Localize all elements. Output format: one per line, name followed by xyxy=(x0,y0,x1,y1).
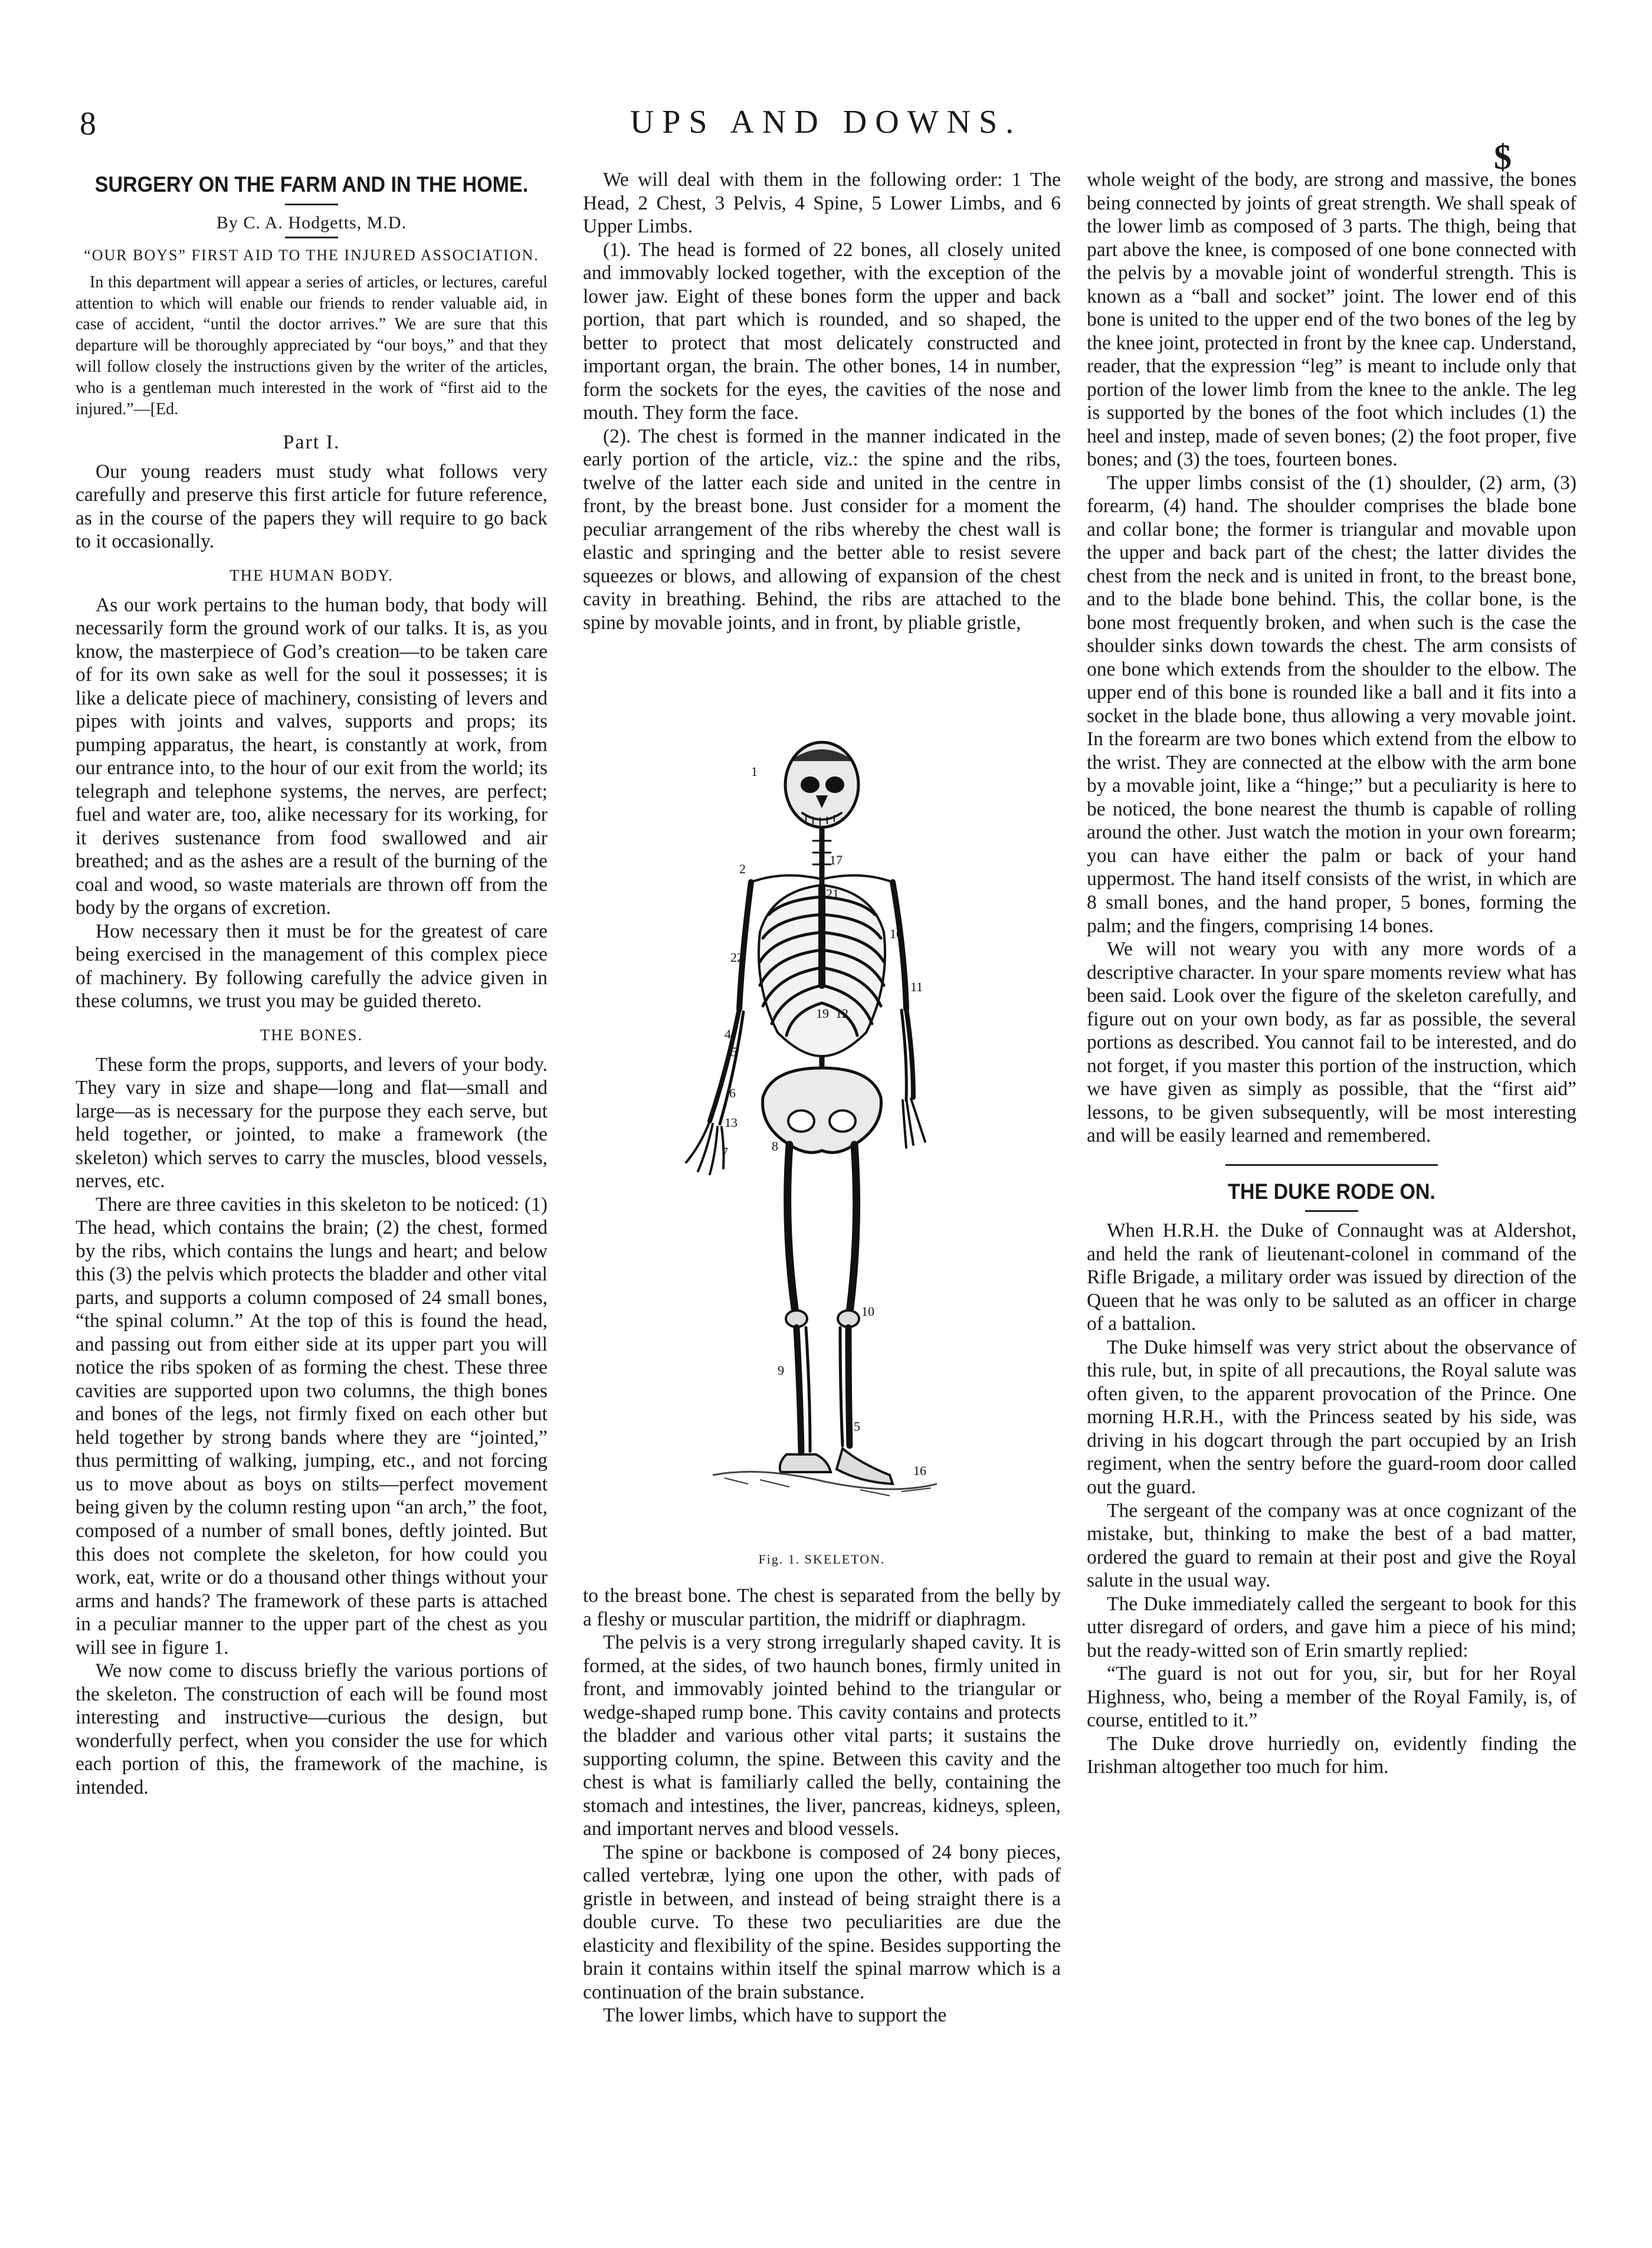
paragraph: These form the props, supports, and levers of your body. They vary in size and shape—long and flat—small and large—as is necessary for the purpose they each serve, but held together, or jointed, to make a framework (the skeleton) which serves to carry the muscles, blood vessels, nerves, etc. xyxy=(76,1053,548,1192)
paragraph: The lower limbs, which have to support the xyxy=(603,2004,947,2027)
figure-label: 15 xyxy=(847,1419,860,1434)
paragraph: Our young readers must study what follows very carefully and preserve this first article for future reference, as in the course of the papers they will require to go back to it occasionally. xyxy=(76,460,548,553)
paragraph: The pelvis is a very strong irregularly shaped cavity. It is formed, at the sides, of two haunch bones, firmly united in front, and immovably jointed behind to the triangular or wedge-shaped rump bone. This cavity contains and protects the bladder and various other vital parts; it sustains the supporting column, the spine. Between this cavity and the chest is what is familiarly called the belly, containing the stomach and intestines, the liver, pancreas, kidneys, spleen, and important nerves and blood vessels. xyxy=(583,1631,1061,1840)
paragraph: to the breast bone. The chest is separated from the belly by a fleshy or muscular partition, the midriff or diaphragm. xyxy=(583,1585,1061,1630)
figure-label: 7 xyxy=(722,1145,728,1159)
figure-label: 8 xyxy=(772,1139,778,1154)
paragraph: We will not weary you with any more words of a descriptive character. In your spare moments review what has been said. Look over the figure of the skeleton carefully, and figure out on your own body, as far as possible, the several portions as described. You cannot fail to be interested, and do not forget, if you master this portion of the instruction, which we have given as simply as possible, that the “first aid” lessons, to be given subsequently, will be most interesting and will be easily learned and remembered. xyxy=(1087,938,1576,1147)
article-title-duke: THE DUKE RODE ON. xyxy=(1228,1179,1435,1204)
editor-note xyxy=(76,272,548,420)
figure-label: 22 xyxy=(730,950,743,965)
skeleton-figure xyxy=(583,738,1061,1575)
paragraph: The sergeant of the company was at once cognizant of the mistake, but, thinking to make the best of a bad matter, ordered the guard to remain at their post and give the Royal salute in the usual way. xyxy=(1087,1499,1576,1592)
figure-label: 19 xyxy=(816,1006,829,1021)
paragraph: whole weight of the body, are strong and massive, the bones being connected by joints of great strength. We shall speak of the lower limb as composed of 3 parts. The thigh, being that part above the knee, is composed of one bone connected with the pelvis by a movable joint of wonderful strength. This is known as a “ball and socket” joint. The lower end of this bone is united to the upper end of the two bones of the leg by the knee joint, protected in front by the knee cap. Understand, reader, that the expression “leg” is meant to include only that portion of the lower limb from the knee to the ankle. The leg is supported by the bones of the foot which includes (1) the heel and instep, made of seven bones; (2) the foot proper, five bones; and (3) the toes, fourteen bones. xyxy=(1087,169,1576,471)
paragraph: The upper limbs consist of the (1) shoulder, (2) arm, (3) forearm, (4) hand. The shoulder comprises the blade bone and collar bone; the former is triangular and movable upon the upper and back part of the chest; the latter divides the chest from the neck and is united in front, to the breast bone, and to the blade bone behind. This, the collar bone, is the bone most frequently broken, and when such is the case the shoulder sinks down towards the chest. The arm consists of one bone which extends from the shoulder to the elbow. The upper end of this bone is rounded like a ball and it fits into a socket in the blade bone, thus allowing a very movable joint. In the forearm are two bones which extend from the elbow to the wrist. They are connected at the elbow with the arm bone by a movable joint, like a “hinge;” but a peculiarity is here to be noticed, the bone nearest the thumb is capable of rolling around the other. Just watch the motion in your own forearm; you can have either the palm or back of your hand uppermost. The hand itself consists of the wrist, in which are 8 small bones, and the hand proper, 5 bones, forming the palm; and the fingers, comprising 14 bones. xyxy=(1087,471,1576,937)
section-heading-bones: THE BONES. xyxy=(260,1025,363,1044)
association-heading: “OUR BOYS” FIRST AID TO THE INJURED ASSOCIATION. xyxy=(84,247,539,264)
byline: By C. A. Hodgetts, M.D. xyxy=(216,212,407,232)
editor-note-text: In this department will appear a series of articles, or lectures, careful attention to which will enable our friends to render valuable aid, in case of accident, “until the doctor arrives.” We are sure that this departure will be thoroughly appreciated by “our boys,” and that they will follow closely the instructions given by the writer of the articles, who is a gentleman much interested in the work of “first aid to the injured.”—[Ed. xyxy=(76,273,548,418)
column-2-bottom xyxy=(583,1584,1061,2027)
figure-label: 12 xyxy=(835,1006,848,1021)
figure-label: 2 xyxy=(739,861,746,876)
running-head: UPS AND DOWNS. xyxy=(630,104,1022,140)
figure-label: 10 xyxy=(861,1304,874,1319)
paragraph: “The guard is not out for you, sir, but for her Royal Highness, who, being a member of the Royal Family, is, of course, entitled to it.” xyxy=(1087,1663,1576,1732)
figure-label: 13 xyxy=(725,1115,738,1130)
skeleton-illustration xyxy=(583,738,1061,1546)
figure-label: 5 xyxy=(730,1044,737,1059)
article-title: SURGERY ON THE FARM AND IN THE HOME. xyxy=(94,172,529,196)
paragraph: The Duke immediately called the sergeant to book for this utter disregard of orders, and gave him a piece of his mind; but the ready-witted son of Erin smartly replied: xyxy=(1087,1592,1576,1662)
paragraph: There are three cavities in this skeleton to be noticed: (1) The head, which contains the brain; (2) the chest, formed by the ribs, which contains the lungs and heart; and below this (3) the pelvis which protects the bladder and other vital parts, and supports a column composed of 24 small bones, “the spinal column.” At the top of this is found the head, and passing out from either side at its upper part you will notice the ribs spoken of as forming the chest. These three cavities are supported upon two columns, the thigh bones and bones of the legs, not firmly fixed on each other but held together by strong bands where they are “jointed,” thus permitting of walking, jumping, etc., and not forcing us to move about as boys on stilts—perfect movement being given by the column resting upon “an arch,” the foot, composed of a number of small bones, deftly jointed. But this does not complete the skeleton, for how could you work, eat, write or do a thousand other things without your arms and hands? The framework of these parts is attached in a peculiar manner to the upper part of the chest as you will see in figure 1. xyxy=(76,1193,548,1659)
paragraph: (1). The head is formed of 22 bones, all closely united and immovably locked together, with the exception of the lower jaw. Eight of these bones form the upper and back portion, that part which is rounded, and so shaped, the better to protect that most delicately constructed and important organ, the brain. The other bones, 14 in number, form the sockets for the eyes, the cavities of the nose and mouth. They form the face. xyxy=(583,238,1061,424)
part-heading: Part I. xyxy=(283,431,340,453)
section-divider xyxy=(1087,1164,1576,1166)
figure-label: 6 xyxy=(729,1086,736,1100)
figure-label: 17 xyxy=(830,853,843,867)
figure-label: 9 xyxy=(778,1363,784,1378)
column-2-top xyxy=(583,168,1061,634)
figure-label: 10 xyxy=(890,926,903,941)
byline-rule xyxy=(285,237,338,238)
figure-caption: Fig. 1. SKELETON. xyxy=(758,1552,886,1567)
figure-label: 21 xyxy=(826,886,839,901)
page-number: 8 xyxy=(80,106,96,142)
title-rule xyxy=(1305,1210,1358,1212)
paragraph: We now come to discuss briefly the various portions of the skeleton. The construction of each will be found most interesting and instructive—curious the design, but wonderfully perfect, when you consider the use for which each portion of this, the framework of the machine, is intended. xyxy=(76,1660,548,1798)
figure-label: 16 xyxy=(913,1463,926,1478)
figure-label: 4 xyxy=(725,1027,731,1041)
paragraph: The Duke drove hurriedly on, evidently finding the Irishman altogether too much for him. xyxy=(1087,1732,1576,1778)
paragraph: The Duke himself was very strict about the observance of this rule, but, in spite of all precautions, the Royal salute was often given, to the apparent provocation of the Prince. One morning H.R.H., with the Princess seated by his side, was driving in his dogcart through the part occupied by an Irish regiment, when the sentry before the guard-room door called out the guard. xyxy=(1087,1336,1576,1498)
figure-label: 1 xyxy=(751,764,758,779)
paragraph: As our work pertains to the human body, that body will necessarily form the ground work of our talks. It is, as you know, the masterpiece of God’s creation—to be taken care of for its own sake as well for the soul it possesses; it is like a delicate piece of machinery, consisting of levers and pipes with joints and valves, supports and props; its pumping apparatus, the heart, is constantly at work, from our entrance into, to the hour of our exit from the world; its telegraph and telephone systems, the nerves, are perfect; fuel and water are, too, alike necessary for its working, for it derives sustenance from food swallowed and air breathed; and as the ashes are a result of the burning of the coal and wood, so waste materials are thrown off from the body by the organs of excretion. xyxy=(76,594,548,919)
paragraph: The spine or backbone is composed of 24 bony pieces, called vertebræ, lying one upon the other, with pads of gristle in between, and instead of being straight there is a double curve. To these two peculiarities are due the elasticity and flexibility of the spine. Besides supporting the brain it contains within itself the spinal marrow which is a continuation of the brain substance. xyxy=(583,1841,1061,2003)
figure-label: 11 xyxy=(910,979,923,994)
column-3 xyxy=(1087,168,1576,1779)
corner-mark: $ xyxy=(1494,137,1512,176)
paragraph: How necessary then it must be for the greatest of care being exercised in the management of this complex piece of machinery. By following carefully the advice given in these columns, we trust you may be guided thereto. xyxy=(76,920,548,1012)
column-1 xyxy=(76,168,548,1799)
divider-rule xyxy=(1225,1164,1438,1166)
paragraph: When H.R.H. the Duke of Connaught was at Aldershot, and held the rank of lieutenant-colonel in command of the Rifle Brigade, a military order was issued by direction of the Queen that he was only to be saluted as an officer in charge of a battalion. xyxy=(1087,1220,1576,1335)
title-rule xyxy=(285,204,338,205)
paragraph: We will deal with them in the following order: 1 The Head, 2 Chest, 3 Pelvis, 4 Spine, 5 Lower Limbs, and 6 Upper Limbs. xyxy=(583,169,1061,238)
paragraph: (2). The chest is formed in the manner indicated in the early portion of the article, viz.: the spine and the ribs, twelve of the latter each side and united in the centre in front, by the breast bone. Just consider for a moment the peculiar arrangement of the ribs whereby the chest wall is elastic and springing and the better able to resist severe squeezes or blows, and allowing of expansion of the chest cavity in breathing. Behind, the ribs are attached to the spine by movable joints, and in front, by pliable gristle, xyxy=(583,425,1061,634)
section-heading-human-body: THE HUMAN BODY. xyxy=(230,566,394,584)
